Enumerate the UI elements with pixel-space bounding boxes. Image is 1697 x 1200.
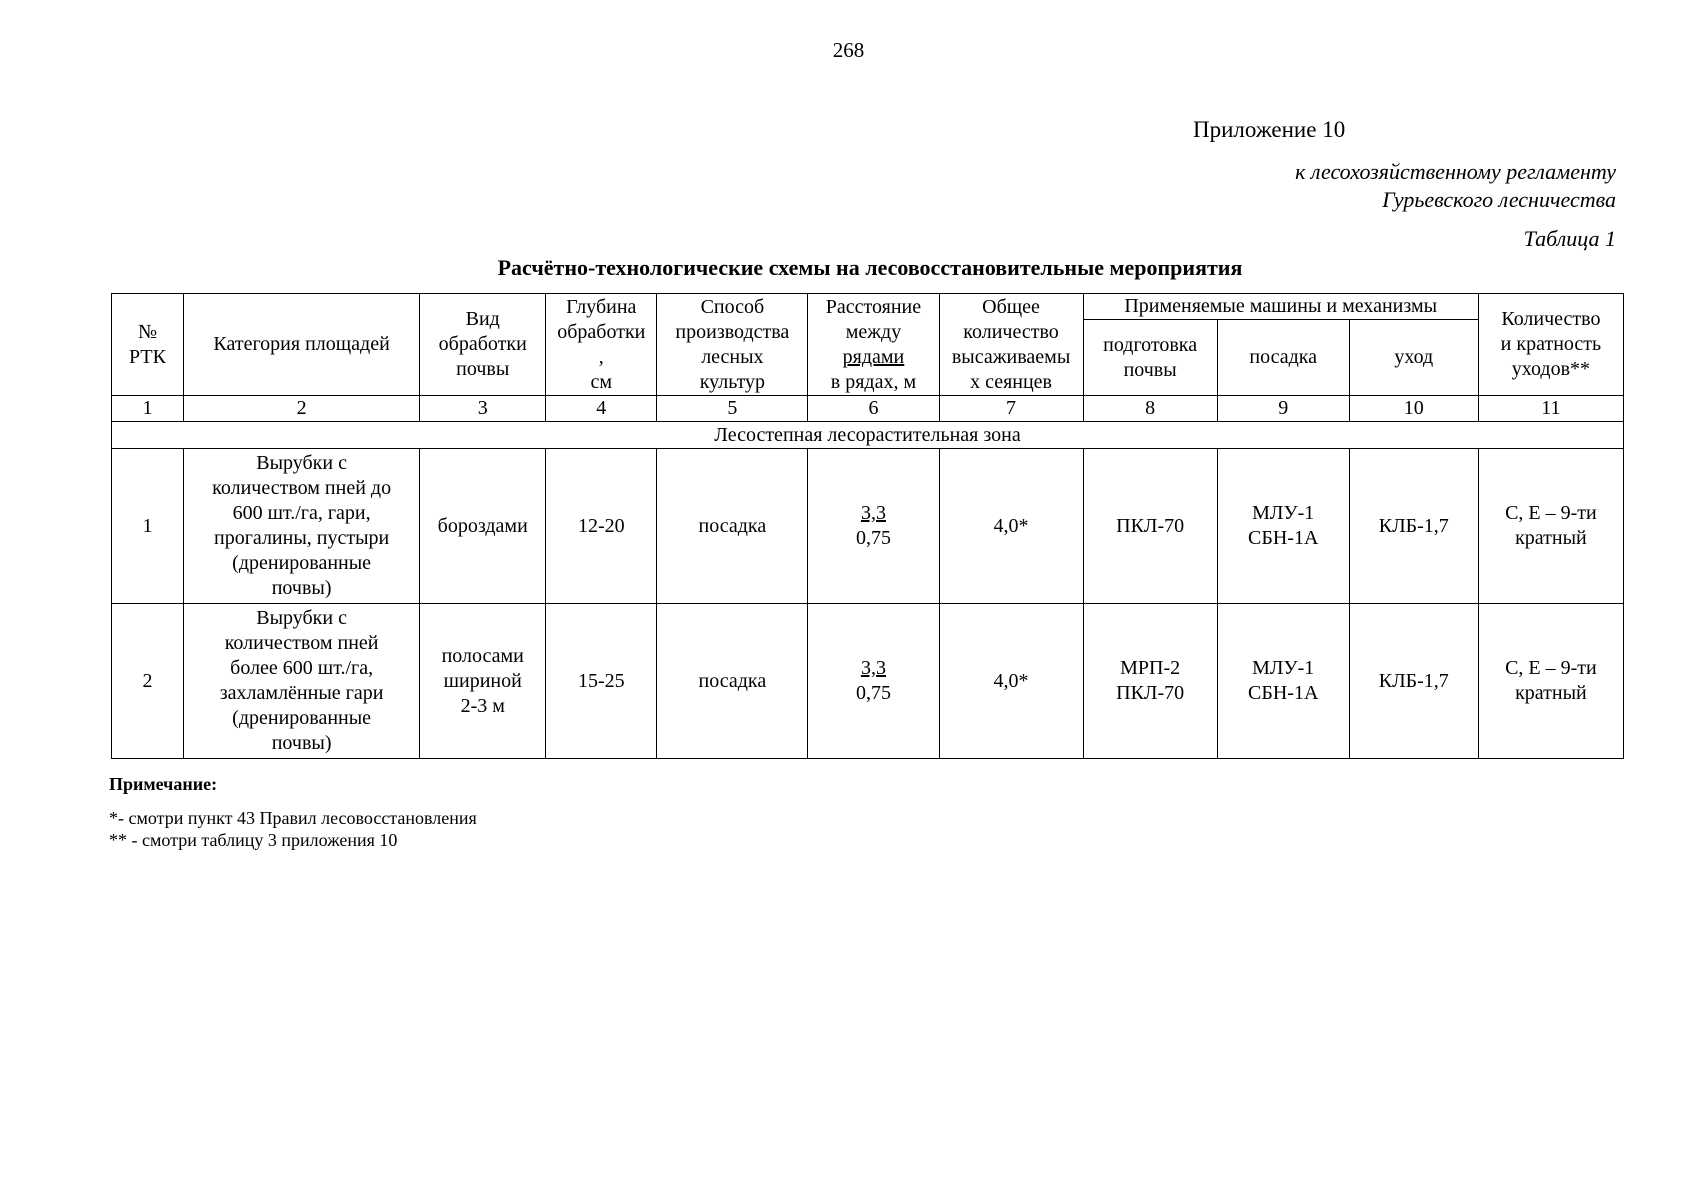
appendix-title: Приложение 10 (1193, 117, 1346, 142)
cell-treatment-depth: 15-25 (546, 604, 657, 759)
cell-care: КЛБ-1,7 (1349, 604, 1478, 759)
cell-treatment-type: бороздами (420, 449, 546, 604)
header-machines-group: Применяемые машины и механизмы (1083, 294, 1478, 320)
cell-rtk-number: 2 (112, 604, 184, 759)
cell-seedling-quantity: 4,0* (939, 604, 1083, 759)
column-number: 9 (1217, 396, 1349, 422)
header-production-method: Способ производства лесных культур (657, 294, 808, 396)
header-soil-prep: подготовка почвы (1083, 320, 1217, 396)
cell-rtk-number: 1 (112, 449, 184, 604)
cell-planting: МЛУ-1 СБН-1А (1217, 449, 1349, 604)
column-number-row (112, 396, 1624, 422)
header-area-category: Категория площадей (184, 294, 420, 396)
cell-area-category: Вырубки с количеством пней до 600 шт./га, гари, прогалины, пустыри (дренированные почвы) (184, 449, 420, 604)
column-number: 1 (112, 396, 184, 422)
cell-seedling-quantity: 4,0* (939, 449, 1083, 604)
header-treatment-depth: Глубина обработки , см (546, 294, 657, 396)
cell-planting: МЛУ-1 СБН-1А (1217, 604, 1349, 759)
cell-care: КЛБ-1,7 (1349, 449, 1478, 604)
column-number: 4 (546, 396, 657, 422)
cell-production-method: посадка (657, 449, 808, 604)
column-number: 7 (939, 396, 1083, 422)
column-number: 11 (1478, 396, 1623, 422)
header-care-count: Количество и кратность уходов** (1478, 294, 1623, 396)
column-number: 2 (184, 396, 420, 422)
notes-title: Примечание: (109, 774, 218, 794)
cell-soil-prep: МРП-2 ПКЛ-70 (1083, 604, 1217, 759)
header-planting: посадка (1217, 320, 1349, 396)
header-care: уход (1349, 320, 1478, 396)
table-row (112, 604, 1624, 759)
cell-care-count: С, Е – 9-ти кратный (1478, 449, 1623, 604)
cell-area-category: Вырубки с количеством пней более 600 шт./га, захламлённые гари (дренированные почвы) (184, 604, 420, 759)
note-item: ** - смотри таблицу 3 приложения 10 (109, 830, 398, 850)
column-number: 5 (657, 396, 808, 422)
document-title: Расчётно-технологические схемы на лесовосстановительные мероприятия (497, 255, 1243, 280)
column-number: 8 (1083, 396, 1217, 422)
column-number: 10 (1349, 396, 1478, 422)
header-rtk-number: № РТК (112, 294, 184, 396)
cell-row-spacing: 3,3 0,75 (808, 604, 939, 759)
rtk-table (111, 293, 1624, 759)
cell-treatment-depth: 12-20 (546, 449, 657, 604)
table-label: Таблица 1 (1523, 226, 1616, 251)
appendix-subtitle-line: к лесохозяйственному регламенту (1295, 159, 1616, 184)
column-number: 3 (420, 396, 546, 422)
table-row (112, 449, 1624, 604)
cell-care-count: С, Е – 9-ти кратный (1478, 604, 1623, 759)
header-seedling-quantity: Общее количество высаживаемы х сеянцев (939, 294, 1083, 396)
page-number: 268 (832, 38, 865, 62)
appendix-subtitle-line: Гурьевского лесничества (1382, 187, 1616, 212)
appendix-subtitle (1295, 158, 1616, 214)
cell-row-spacing: 3,3 0,75 (808, 449, 939, 604)
header-treatment-type: Вид обработки почвы (420, 294, 546, 396)
header-row-spacing: Расстояние между рядами в рядах, м (808, 294, 939, 396)
cell-treatment-type: полосами шириной 2-3 м (420, 604, 546, 759)
note-item: *- смотри пункт 43 Правил лесовосстановления (109, 808, 477, 828)
column-number: 6 (808, 396, 939, 422)
cell-production-method: посадка (657, 604, 808, 759)
notes (109, 773, 477, 851)
cell-soil-prep: ПКЛ-70 (1083, 449, 1217, 604)
zone-row: Лесостепная лесорастительная зона (112, 422, 1624, 449)
